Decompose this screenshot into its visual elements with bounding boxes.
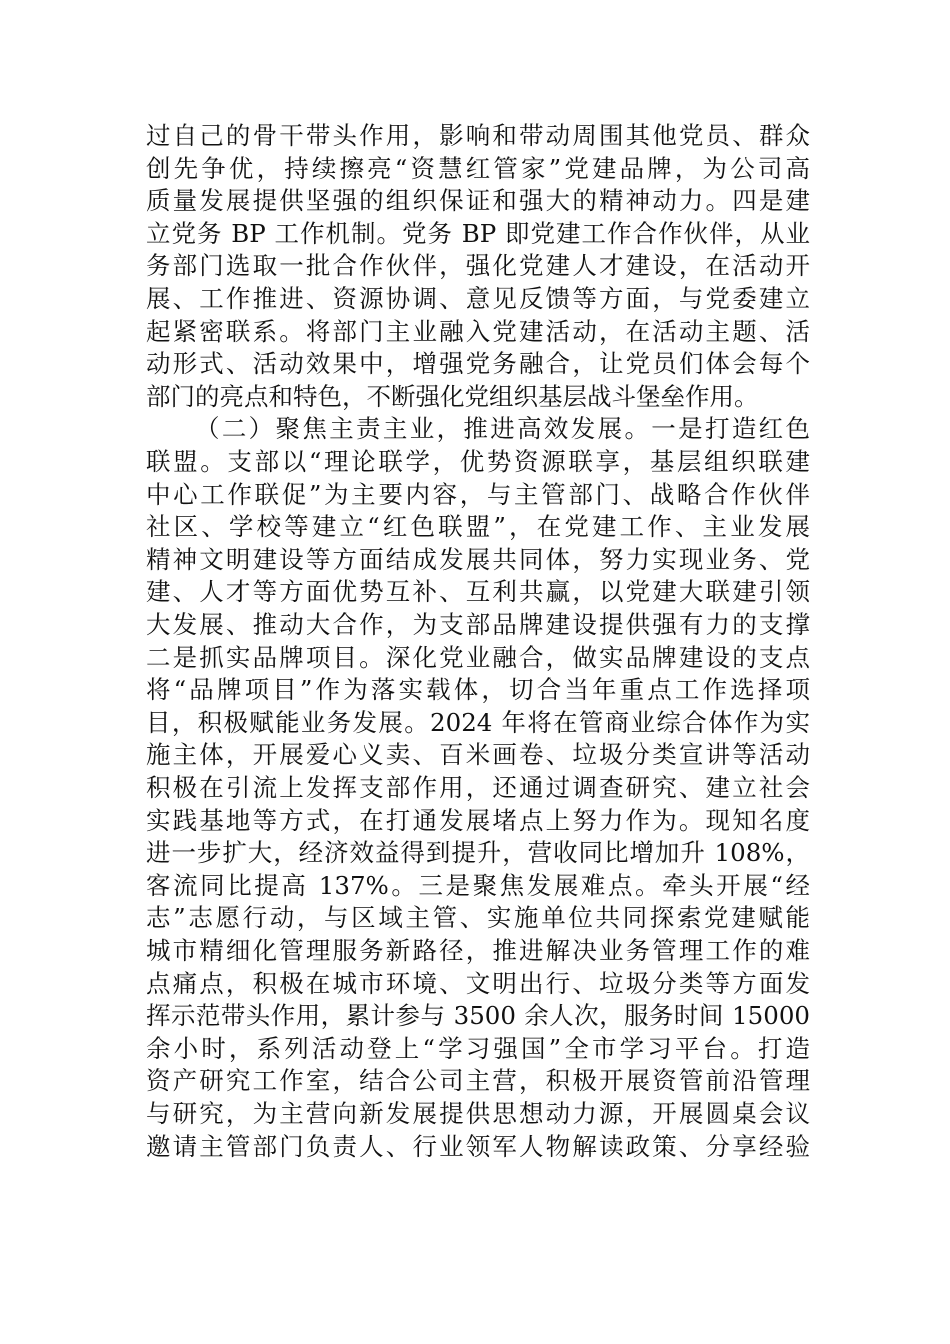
text-line: 起紧密联系。将部门主业融入党建活动，在活动主题、活: [146, 316, 810, 346]
section-heading-line: （二）聚焦主责主业，推进高效发展。一是打造红色: [195, 414, 810, 444]
text-line: 社区、学校等建立“红色联盟”，在党建工作、主业发展: [146, 512, 810, 542]
text-line: 中心工作联促”为主要内容，与主管部门、战略合作伙伴: [146, 479, 810, 509]
text-line: 将“品牌项目”作为落实载体，切合当年重点工作选择项: [146, 675, 810, 705]
text-line: 大发展、推动大合作，为支部品牌建设提供强有力的支撑: [146, 610, 810, 639]
text-line: 动形式、活动效果中，增强党务融合，让党员们体会每个: [146, 349, 810, 379]
text-line: 邀请主管部门负责人、行业领军人物解读政策、分享经验: [146, 1131, 810, 1161]
text-line: 实践基地等方式，在打通发展堵点上努力作为。现知名度: [146, 805, 810, 835]
text-line: 联盟。支部以“理论联学，优势资源联享，基层组织联建: [146, 447, 810, 476]
text-line: 余小时，系列活动登上“学习强国”全市学习平台。打造: [146, 1033, 810, 1063]
text-line: 客流同比提高 137%。三是聚焦发展难点。牵头开展“经: [146, 870, 810, 900]
text-line: 资产研究工作室，结合公司主营，积极开展资管前沿管理: [146, 1066, 810, 1096]
text-line: 积极在引流上发挥支部作用，还通过调查研究、建立社会: [146, 773, 810, 802]
text-line: 挥示范带头作用，累计参与 3500 余人次，服务时间 15000: [146, 1001, 810, 1031]
text-line: 与研究，为主营向新发展提供思想动力源，开展圆桌会议: [146, 1099, 810, 1128]
text-line: 立党务 BP 工作机制。党务 BP 即党建工作合作伙伴，从业: [146, 218, 810, 248]
text-line: 志”志愿行动，与区域主管、实施单位共同探索党建赋能: [146, 903, 810, 933]
text-line: 二是抓实品牌项目。深化党业融合，做实品牌建设的支点: [146, 642, 810, 672]
text-line: 施主体，开展爱心义卖、百米画卷、垃圾分类宣讲等活动: [146, 740, 810, 770]
text-line: 展、工作推进、资源协调、意见反馈等方面，与党委建立: [146, 284, 810, 313]
text-line: 务部门选取一批合作伙伴，强化党建人才建设，在活动开: [146, 251, 810, 281]
text-line: 质量发展提供坚强的组织保证和强大的精神动力。四是建: [146, 186, 810, 216]
text-line: 城市精细化管理服务新路径，推进解决业务管理工作的难: [146, 936, 810, 965]
text-line: 建、人才等方面优势互补、互利共赢，以党建大联建引领: [146, 577, 810, 607]
text-line: 点痛点，积极在城市环境、文明出行、垃圾分类等方面发: [146, 968, 810, 998]
text-line: 创先争优，持续擦亮“资慧红管家”党建品牌，为公司高: [146, 153, 810, 183]
text-line: 目，积极赋能业务发展。2024 年将在管商业综合体作为实: [146, 707, 810, 737]
text-line: 精神文明建设等方面结成发展共同体，努力实现业务、党: [146, 544, 810, 574]
text-line: 过自己的骨干带头作用，影响和带动周围其他党员、群众: [146, 121, 810, 150]
text-line: 进一步扩大，经济效益得到提升，营收同比增加升 108%，: [146, 838, 810, 868]
text-line: 部门的亮点和特色，不断强化党组织基层战斗堡垒作用。: [146, 381, 759, 411]
